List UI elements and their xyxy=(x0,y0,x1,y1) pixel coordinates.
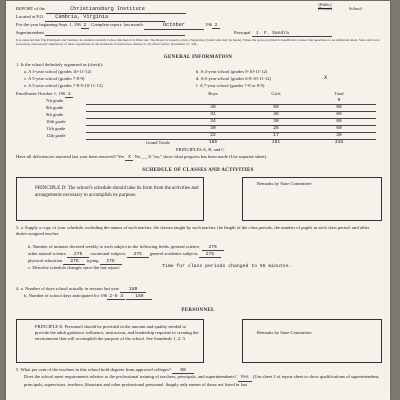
grade-label: 7th grade xyxy=(46,98,64,103)
q5b-text xyxy=(24,374,380,388)
q3c-line xyxy=(28,265,120,270)
located-line xyxy=(16,14,165,22)
col-total: Total xyxy=(334,91,344,96)
personnel-remarks-box xyxy=(242,319,382,363)
q3b-voc-value: 275 xyxy=(127,252,149,258)
q1-text: 1. Is the school definitely organized as (check): xyxy=(16,62,103,67)
q3b-other-value: 275 xyxy=(67,252,89,258)
public-label: (Public) xyxy=(318,2,332,7)
boys-value: 30 xyxy=(210,126,216,131)
superintendent-label: Superintendent xyxy=(16,30,44,35)
complete-label: . Complete report: last month xyxy=(88,22,143,27)
q3b-typing-value: 275 xyxy=(100,259,122,265)
principal-line xyxy=(234,30,332,37)
q5b-value: Yes xyxy=(238,375,252,382)
q3b-typing-label: typing xyxy=(86,258,99,263)
instructions-text: It is expected that The Principals and Teachers be studied carefully before this Report is filled out. The Report is issued so that a Supervisor (when visit may be made). When the space provided is insufficient, answer the questions on an additional sheet. State and local, previously expressed (compliance) of these regulations in the standards of instruction. Return to all offices before November 15, 196_. xyxy=(16,38,380,47)
boys-value: 48 xyxy=(210,105,216,110)
q3b-label: b. Number of minutes devoted weekly to each subject in the following fields: general science, xyxy=(28,244,201,249)
year-line xyxy=(16,22,220,30)
q4b-value: 180 xyxy=(126,294,152,300)
option-e: e. A 5-year school (grades 7-8-9-10-11-12) xyxy=(24,83,103,88)
total-value: 69 xyxy=(336,112,342,117)
last-month-value: October xyxy=(144,23,204,30)
q5b-rest: (Use sheet 3 of report sheet to show qualifications of superintendent, principals, supervisors, teachers, librarians and other professional personnel. Supply only names of those not listed in last xyxy=(24,374,380,387)
girls-value: 17 xyxy=(273,133,279,138)
q3c-value: Time for class periods changed to 55 minutes. xyxy=(162,264,292,269)
principle-e-box xyxy=(16,319,204,363)
schedule-heading: SCHEDULE OF CLASSES AND ACTIVITIES xyxy=(142,168,254,173)
report-form-page xyxy=(6,1,390,400)
grade-label: 11th grade xyxy=(46,126,66,131)
grade-label: 10th grade xyxy=(46,119,66,124)
principle-d-text: PRINCIPLE D: The school's schedule should take its form from the activities and arrangements necessary to accomplish its purpose. xyxy=(35,186,199,198)
girls-value: 30 xyxy=(273,119,279,124)
report-of-label: REPORT of the xyxy=(16,6,45,11)
grand-totals-label: Grand Totals xyxy=(146,140,170,145)
col-boys: Boys xyxy=(208,91,218,96)
q3b-gen-sci-value: 275 xyxy=(202,245,224,251)
total-value: 60 xyxy=(336,126,342,131)
year-label: For the year beginning Sept. 1, 196 xyxy=(16,22,81,27)
principal-value: J. F. Sandra xyxy=(252,31,332,37)
q3c-label: c. Describe schedule changes since the last report: xyxy=(28,265,121,270)
schedule-remarks-label: Remarks by State Committee: xyxy=(257,181,313,186)
location-value: Cambria, Virginia xyxy=(45,15,165,22)
enrollment-label-line xyxy=(16,91,73,98)
q2-line xyxy=(16,154,267,161)
q2-rest: No___ If "no," show what progress has been made (Use separate sheet). xyxy=(134,154,268,159)
enrollment-digit: 2 xyxy=(65,92,73,98)
grade-label: 12th grade xyxy=(46,133,66,138)
principle-e-text: PRINCIPLE E: Personnel should be provided in the amount and quality needed to provide the adult guidance, influence, instruction, and leadership requisite to creating the environment that will accomplish the purpose of the school. See Standards 1, 2, 3. xyxy=(35,324,199,341)
girls-value: 50 xyxy=(273,105,279,110)
boys-value: 31 xyxy=(210,112,216,117)
q3b-voc-label: vocational subjects xyxy=(90,251,126,256)
q3b-pe-value: 275 xyxy=(63,259,85,265)
q5b-label: Does the school meet requirements relative to the professional training of teachers, principals, and superintendents? xyxy=(24,374,237,379)
q2-label: Have all deficiencies reported last year been removed? Yes xyxy=(16,154,125,159)
q4a-value: 180 xyxy=(120,287,146,293)
q3b-pe-label: physical education xyxy=(28,258,63,263)
superintendent-line xyxy=(16,30,185,36)
grand-total-boys: 165 xyxy=(208,140,218,145)
year-digit: 2 xyxy=(81,23,89,29)
personnel-remarks-label: Remarks by State Committee: xyxy=(257,330,313,335)
option-b: b. A 4-year school (grades 9-10-11-12) xyxy=(196,69,268,74)
principle-d-box xyxy=(16,177,204,221)
q3a-text: 3. a. Supply a copy of your schedule, including the names of each teacher, the classes taught by each teacher, the length of the class periods, the number of pupils in each class period, and other duties assigned teacher. xyxy=(16,225,370,236)
girls-value: 38 xyxy=(273,112,279,117)
option-f: f. A 7-year school (grades 7-8 or 8-9) xyxy=(196,83,265,88)
q4b-year: 2-6 3 xyxy=(107,294,125,300)
q3b-gs-label: general academic subjects xyxy=(149,251,198,256)
private-label: (Private) xyxy=(318,6,332,12)
enrollment-label: Enrollment October 1, 196 xyxy=(16,91,66,96)
grade-label: 9th grade xyxy=(46,112,64,117)
girls-value: 26 xyxy=(273,126,279,131)
q2-answer: X xyxy=(125,155,133,161)
q4b-line xyxy=(24,293,152,300)
q3b-other-label: other natural science xyxy=(28,251,67,256)
schedule-remarks-box xyxy=(242,177,382,221)
general-info-heading: GENERAL INFORMATION xyxy=(163,55,233,60)
q5a-value: 98 xyxy=(172,368,194,374)
check-mark: X xyxy=(324,74,328,81)
grand-total-girls: 161 xyxy=(271,140,281,145)
report-of-line xyxy=(16,6,186,14)
boys-value: 22 xyxy=(210,133,216,138)
year-end-label: 196 xyxy=(205,22,212,27)
personnel-heading: PERSONNEL xyxy=(181,308,215,313)
located-label: Located at P.O. xyxy=(16,14,45,19)
total-value: 39 xyxy=(336,133,342,138)
option-c: c. A 5-year school (grades 7-8-9) xyxy=(24,76,85,81)
grade-label: 8th grade xyxy=(46,105,64,110)
school-name: Christiansburg Institute xyxy=(46,7,186,14)
principal-label: Principal xyxy=(234,30,251,35)
col-girls: Girls xyxy=(271,91,281,96)
public-private-label xyxy=(318,3,332,12)
q4b-label: b. Number of school days anticipated for 196 xyxy=(24,293,108,298)
year-end-digit: 2 xyxy=(212,23,220,29)
principles-line: PRINCIPLES A, B, and C xyxy=(176,147,225,152)
total-value: 98 xyxy=(336,105,342,110)
q4a-label: 4. a. Number of days school actually in session last year xyxy=(16,286,120,291)
q3b-gs-value: 275 xyxy=(199,252,221,258)
boys-value: 34 xyxy=(210,119,216,124)
option-a: a. A 3-year school (grades 10-11-12) xyxy=(24,69,92,74)
q5a-label: 5. What per cent of the teachers in this school hold degrees from approved colleges? xyxy=(16,367,171,372)
grand-total-total: 316 xyxy=(334,140,344,145)
total-value: 0 xyxy=(337,98,341,103)
total-value: 66 xyxy=(336,119,342,124)
school-label: School xyxy=(349,6,362,11)
option-d: d. A 6-year school (grades 6-8-10-11-12) xyxy=(196,76,272,81)
superintendent-blank xyxy=(45,30,185,36)
